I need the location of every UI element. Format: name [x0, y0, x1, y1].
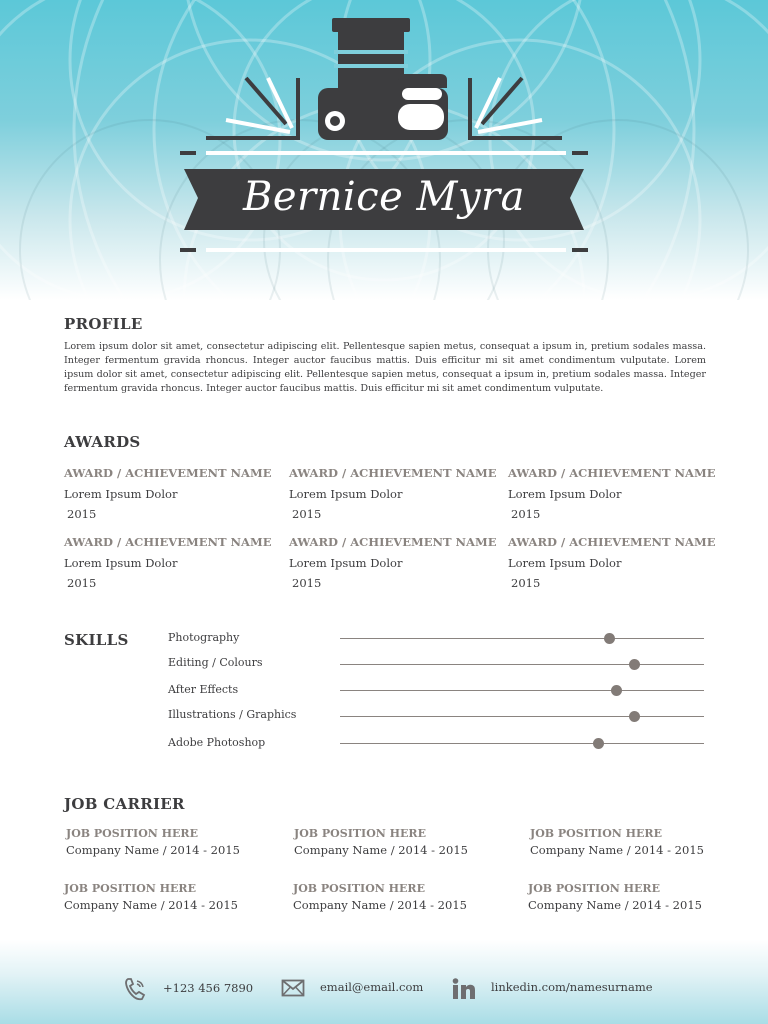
job-company: Company Name / 2014 - 2015 — [528, 898, 702, 912]
camera-icon — [318, 18, 448, 140]
award-item — [508, 535, 723, 590]
right-rays — [470, 78, 562, 138]
linkedin-icon — [452, 978, 476, 1000]
award-item — [289, 535, 504, 590]
award-year: 2015 — [67, 507, 97, 521]
award-year: 2015 — [67, 576, 97, 590]
job-item — [66, 827, 286, 857]
award-name: AWARD / ACHIEVEMENT NAME — [508, 535, 716, 549]
award-desc: Lorem Ipsum Dolor — [508, 556, 622, 570]
skill-level-knob — [629, 711, 640, 722]
left-rays — [206, 78, 298, 138]
job-company: Company Name / 2014 - 2015 — [64, 898, 238, 912]
skill-slider — [340, 743, 704, 744]
skill-slider — [340, 638, 704, 639]
award-year: 2015 — [511, 507, 541, 521]
job-title: JOB POSITION HERE — [66, 827, 198, 840]
award-name: AWARD / ACHIEVEMENT NAME — [64, 466, 272, 480]
award-year: 2015 — [511, 576, 541, 590]
header-banner — [0, 0, 768, 300]
envelope-icon — [281, 979, 305, 997]
job-item — [528, 882, 748, 912]
skill-label: Photography — [168, 631, 240, 644]
email-address[interactable]: email@email.com — [320, 980, 424, 994]
award-year: 2015 — [292, 507, 322, 521]
job-title: JOB POSITION HERE — [293, 882, 425, 895]
job-item — [530, 827, 750, 857]
phone-icon — [124, 977, 146, 1001]
skill-level-knob — [604, 633, 615, 644]
skill-slider — [340, 716, 704, 717]
job-item — [64, 882, 284, 912]
job-item — [294, 827, 514, 857]
profile-heading: PROFILE — [64, 315, 143, 333]
skill-label: After Effects — [168, 683, 239, 696]
skill-label: Adobe Photoshop — [168, 736, 266, 749]
linkedin-url[interactable]: linkedin.com/namesurname — [491, 980, 653, 994]
skill-label: Illustrations / Graphics — [168, 708, 297, 721]
award-desc: Lorem Ipsum Dolor — [64, 556, 178, 570]
award-desc: Lorem Ipsum Dolor — [289, 556, 403, 570]
awards-heading: AWARDS — [64, 433, 141, 451]
award-item — [64, 466, 279, 521]
job-company: Company Name / 2014 - 2015 — [293, 898, 467, 912]
job-company: Company Name / 2014 - 2015 — [294, 843, 468, 857]
skill-slider — [340, 664, 704, 665]
skill-level-knob — [593, 738, 604, 749]
job-title: JOB POSITION HERE — [294, 827, 426, 840]
emblem — [0, 0, 768, 300]
skill-level-knob — [611, 685, 622, 696]
award-year: 2015 — [292, 576, 322, 590]
award-item — [289, 466, 504, 521]
job-title: JOB POSITION HERE — [528, 882, 660, 895]
profile-text: Lorem ipsum dolor sit amet, consectetur adipiscing elit. Pellentesque sapien metus, consequat a ipsum in, pretium sodales massa. Integer fermentum gravida rhoncus. Integer auctor faucibus mattis. Duis efficitur mi sit amet condimentum vulputate. Lorem ipsum dolor sit amet, consectetur adipiscing elit. Pellentesque sapien metus, consequat a ipsum in, pretium sodales massa. Integer fermentum gravida rhoncus. Integer auctor faucibus mattis. Duis efficitur mi sit amet condimentum vulputate. — [64, 341, 706, 394]
award-name: AWARD / ACHIEVEMENT NAME — [508, 466, 716, 480]
award-desc: Lorem Ipsum Dolor — [508, 487, 622, 501]
job-company: Company Name / 2014 - 2015 — [66, 843, 240, 857]
person-name: Bernice Myra — [242, 174, 526, 220]
job-company: Company Name / 2014 - 2015 — [530, 843, 704, 857]
award-item — [508, 466, 723, 521]
award-item — [64, 535, 279, 590]
award-desc: Lorem Ipsum Dolor — [64, 487, 178, 501]
skill-label: Editing / Colours — [168, 656, 263, 669]
job-item — [293, 882, 513, 912]
award-name: AWARD / ACHIEVEMENT NAME — [289, 466, 497, 480]
jobs-heading: JOB CARRIER — [64, 795, 185, 813]
award-desc: Lorem Ipsum Dolor — [289, 487, 403, 501]
job-title: JOB POSITION HERE — [530, 827, 662, 840]
award-name: AWARD / ACHIEVEMENT NAME — [289, 535, 497, 549]
skill-slider — [340, 690, 704, 691]
award-name: AWARD / ACHIEVEMENT NAME — [64, 535, 272, 549]
job-title: JOB POSITION HERE — [64, 882, 196, 895]
skill-level-knob — [629, 659, 640, 670]
skills-heading: SKILLS — [64, 631, 129, 649]
phone-number[interactable]: +123 456 7890 — [163, 981, 254, 995]
